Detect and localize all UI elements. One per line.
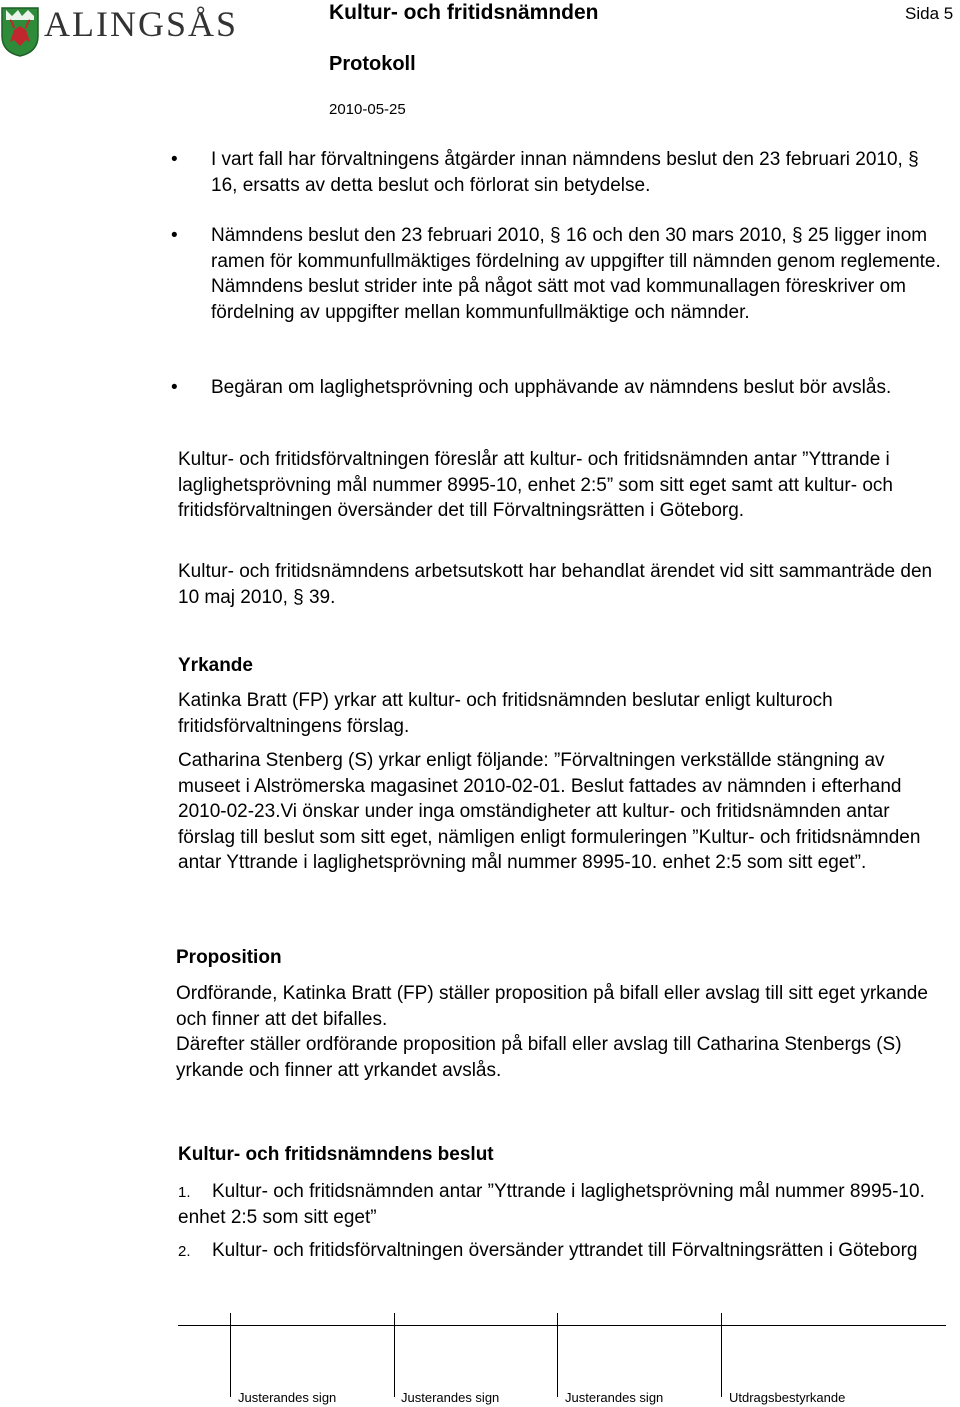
signature-divider (721, 1313, 722, 1397)
committee-name: Kultur- och fritidsnämnden (329, 1, 599, 24)
alingsas-coat-of-arms-icon (0, 6, 40, 58)
decision-item-number: 1. (178, 1184, 191, 1201)
bullet-item: I vart fall har förvaltningens åtgärder innan nämndens beslut den 23 februari 2010, § 16, ersatts av detta beslut och förlorat sin betydelse. (211, 149, 919, 196)
document-type: Protokoll (329, 53, 416, 75)
meeting-date: 2010-05-25 (329, 101, 406, 118)
proposition-paragraph: Ordförande, Katinka Bratt (FP) ställer proposition på bifall eller avslag till sitt eget yrkande och finner att det bifalles. (176, 983, 928, 1030)
page-number: Sida 5 (905, 4, 954, 23)
certification-label: Utdragsbestyrkande (729, 1390, 846, 1405)
yrkande-paragraph: Katinka Bratt (FP) yrkar att kultur- och fritidsnämnden beslutar enligt kulturoch fritidsförvaltningens förslag. (178, 690, 833, 737)
signature-label: Justerandes sign (238, 1390, 337, 1405)
work-committee-paragraph: Kultur- och fritidsnämndens arbetsutskott har behandlat ärendet vid sitt sammanträde den 10 maj 2010, § 39. (178, 561, 933, 608)
bullet-item: Begäran om laglighetsprövning och upphävande av nämndens beslut bör avslås. (211, 377, 892, 398)
signature-divider (557, 1313, 558, 1397)
decision-item: Kultur- och fritidsförvaltningen översänder yttrandet till Förvaltningsrätten i Göteborg (212, 1240, 918, 1261)
proposal-paragraph: Kultur- och fritidsförvaltningen föreslår att kultur- och fritidsnämnden antar ”Yttrande i laglighetsprövning mål nummer 8995-10, enhet 2:5” som sitt eget samt att kultur- och fritidsförvaltningen översänder det till Förvaltningsrätten i Göteborg. (178, 449, 893, 521)
proposition-heading: Proposition (176, 947, 282, 968)
signature-divider (394, 1313, 395, 1397)
signature-divider (230, 1313, 231, 1397)
signature-line (178, 1325, 946, 1326)
yrkande-heading: Yrkande (178, 655, 253, 676)
decision-item-number: 2. (178, 1243, 191, 1260)
bullet-marker: • (171, 149, 178, 170)
bullet-item: Nämndens beslut den 23 februari 2010, § 16 och den 30 mars 2010, § 25 ligger inom ramen för kommunfullmäktiges fördelning av uppgifter till nämnden genom reglemente. Nämndens beslut strider inte på något sätt mot vad kommunallagen föreskriver om fördelning av uppgifter mellan kommunfullmäktige och nämnder. (211, 225, 941, 323)
proposition-paragraph: Därefter ställer ordförande proposition på bifall eller avslag till Catharina Stenbergs (S) yrkande och finner att yrkandet avslås. (176, 1034, 902, 1081)
municipality-logo-text: ALINGSÅS (44, 4, 239, 44)
bullet-marker: • (171, 377, 178, 398)
decision-heading: Kultur- och fritidsnämndens beslut (178, 1144, 494, 1165)
bullet-marker: • (171, 225, 178, 246)
signature-label: Justerandes sign (401, 1390, 500, 1405)
decision-item: Kultur- och fritidsnämnden antar ”Yttrande i laglighetsprövning mål nummer 8995-10. enhet 2:5 som sitt eget” (178, 1181, 925, 1228)
signature-label: Justerandes sign (565, 1390, 664, 1405)
yrkande-paragraph: Catharina Stenberg (S) yrkar enligt följande: ”Förvaltningen verkställde stängning av museet i Alströmerska magasinet 2010-02-01. Beslut fattades av nämnden i efterhand 2010-02-23.Vi önskar under inga omständigheter att kultur- och fritidsnämnden antar förslag till beslut som sitt eget, nämligen enligt formuleringen ”Kultur- och fritidsnämnden antar Yttrande i laglighetsprövning mål nummer 8995-10. enhet 2:5 som sitt eget”. (178, 750, 921, 873)
